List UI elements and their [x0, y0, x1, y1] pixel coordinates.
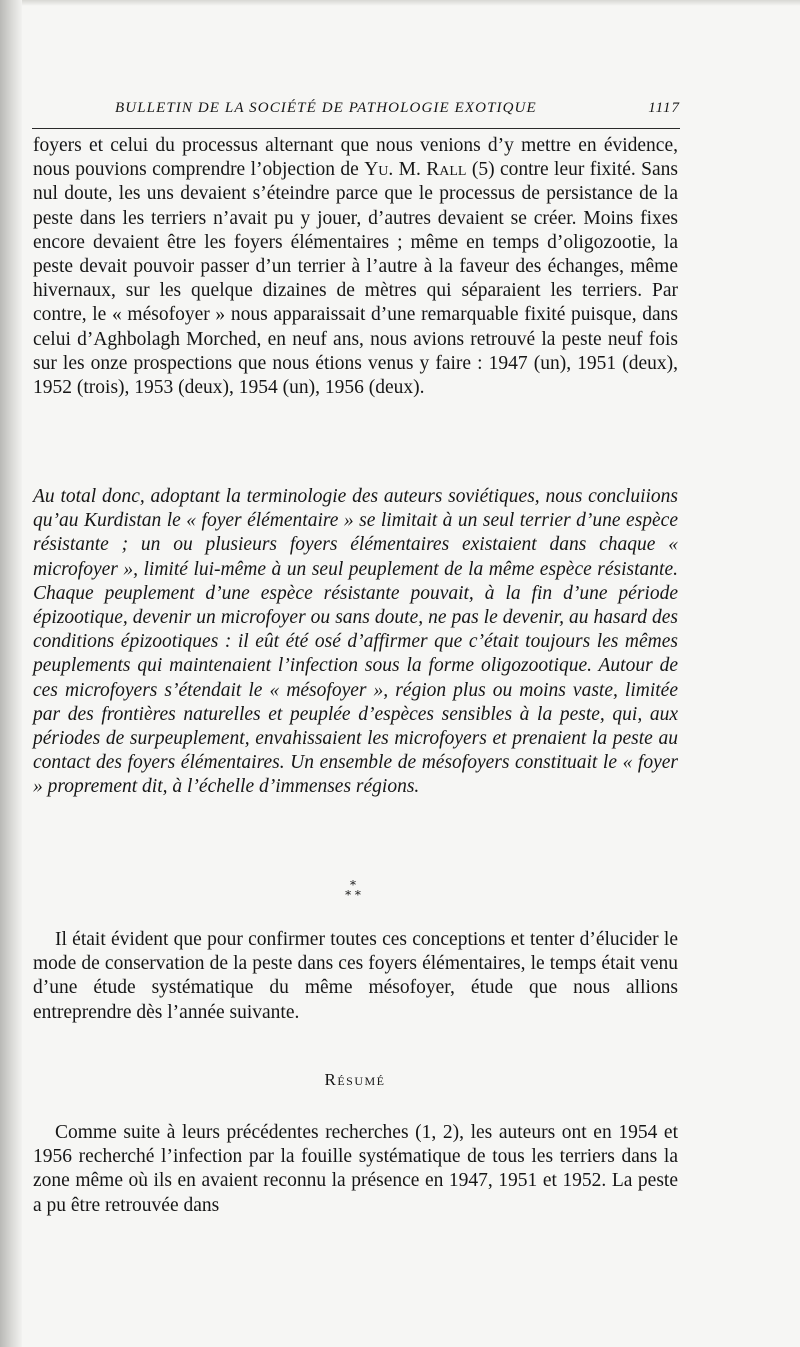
paragraph-1-text-b: (5) contre leur fixité. Sans nul doute, les uns devaient s’éteindre parce que le processus de persistance de la peste dans les terriers n’avait pu y jouer, d’autres devaient se créer. Moins fixes encore devaient être les foyers élémentaires ; même en temps d’oligozootie, la peste devait pouvoir passer d’un terrier à l’autre à la faveur des échanges, même hivernaux, sur les quelque dizaines de mètres qui séparaient les terriers. Par contre, le « mésofoyer » nous apparaissait d’une remarquable fixité puisque, dans celui d’Aghbolagh Morched, en neuf ans, nous avions retrouvé la peste neuf fois sur les onze prospections que nous étions venus y faire : 1947 (un), 1951 (deux), 1952 (trois), 1953 (deux), 1954 (un), 1956 (deux). — [33, 159, 678, 399]
running-header — [115, 100, 680, 128]
section-asterism: * * * — [345, 878, 361, 902]
journal-title: BULLETIN DE LA SOCIÉTÉ DE PATHOLOGIE EXOTIQUE — [115, 100, 537, 116]
page-number: 1117 — [648, 100, 680, 116]
paragraph-au-total: Au total donc, adoptant la terminologie des auteurs soviétiques, nous concluiions qu’au Kurdistan le « foyer élémentaire » se limitait à un seul terrier d’une espèce résistante ; un ou plusieurs foyers élémentaires existaient dans chaque « microfoyer », limité lui-même à un seul peuplement de la même espèce résistante. Chaque peuplement d’une espèce résistante pouvait, à la fin d’une période épizootique, devenir un microfoyer ou sans doute, ne pas le devenir, au hasard des conditions épizootiques : il eût été osé d’affirmer que c’était toujours les mêmes peuplements qui maintenaient l’infection sous la forme oligozootique. Autour de ces microfoyers s’étendait le « mésofoyer », région plus ou moins vaste, limitée par des frontières naturelles et peuplée d’espèces sensibles à la peste, qui, aux périodes de surpeuplement, envahissaient les microfoyers et prenaient la peste au contact des foyers élémentaires. Un ensemble de mésofoyers constituait le « foyer » proprement dit, à l’échelle d’immenses régions. — [33, 486, 678, 798]
header-rule — [32, 128, 680, 129]
resume-paragraph: Comme suite à leurs précédentes recherches (1, 2), les auteurs ont en 1954 et 1956 recherché l’infection par la fouille systématique de tous les terriers dans la zone même où ils en avaient reconnu la présence en 1947, 1951 et 1952. La peste a pu être retrouvée dans — [33, 1122, 678, 1216]
resume-heading: Résumé — [324, 1070, 386, 1089]
author-citation: Yu. M. Rall — [364, 159, 467, 181]
paragraph-1-text-a: foyers et celui du processus alternant que nous venions d’y mettre en évidence, nous pouvions comprendre l’objection de — [33, 135, 678, 181]
paragraph-il-etait: Il était évident que pour confirmer toutes ces conceptions et tenter d’élucider le mode de conservation de la peste dans ces foyers élémentaires, le temps était venu d’une étude systématique du même mésofoyer, étude que nous allions entreprendre dès l’année suivante. — [33, 929, 678, 1023]
paragraph-foyers — [33, 134, 678, 400]
